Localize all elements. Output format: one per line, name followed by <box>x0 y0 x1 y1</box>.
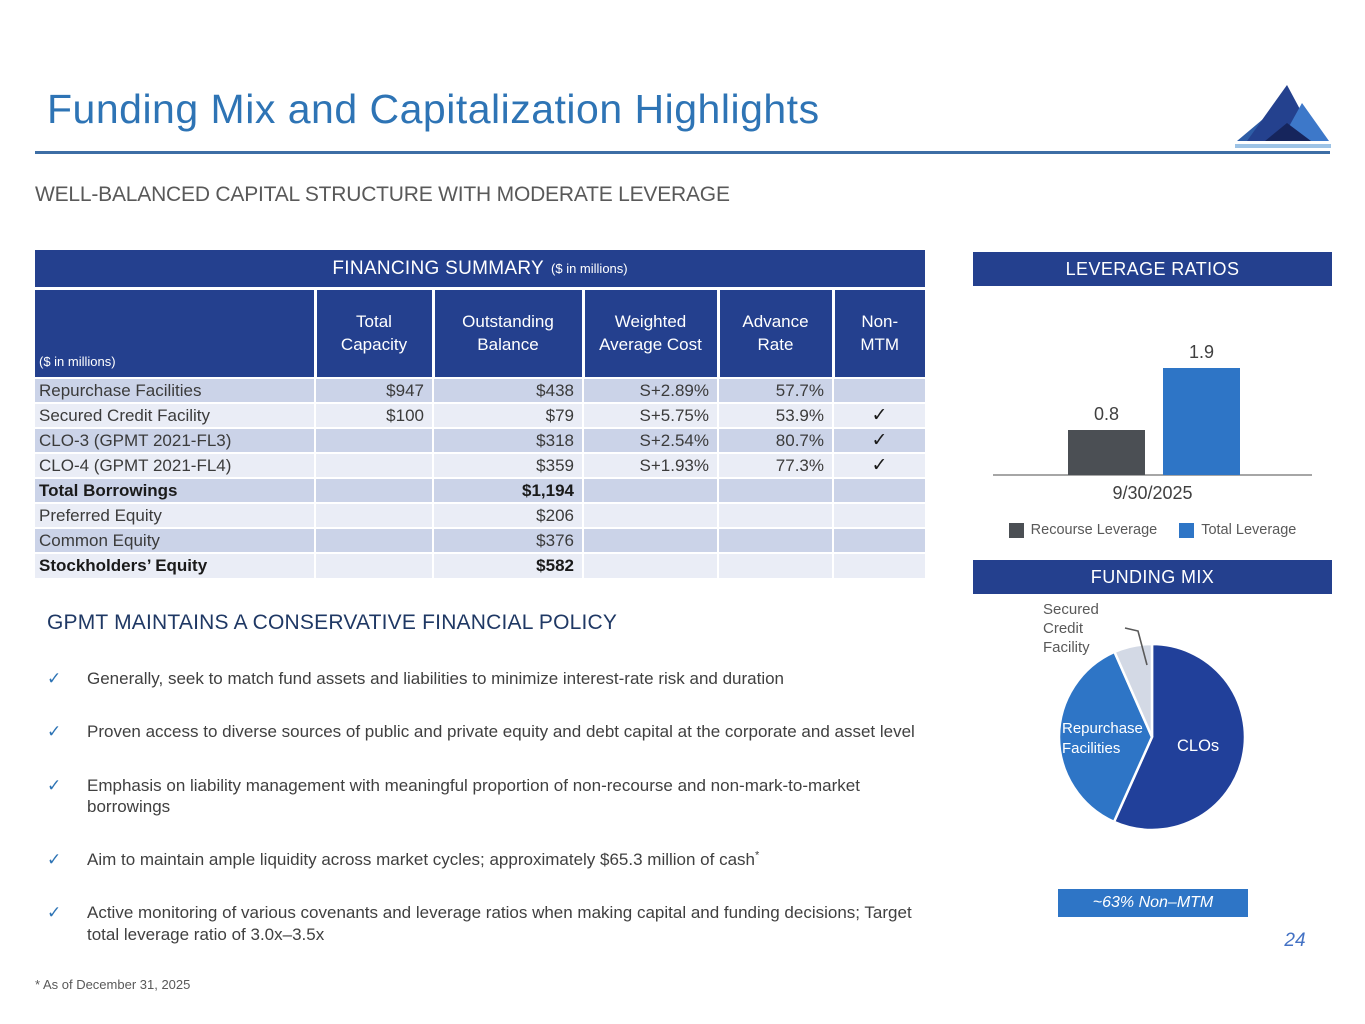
legend-label: Total Leverage <box>1201 522 1297 538</box>
table-cell <box>718 503 833 528</box>
table-cell <box>583 478 718 503</box>
leverage-ratios-header: LEVERAGE RATIOS <box>973 252 1332 286</box>
table-row <box>35 403 925 428</box>
table-cell <box>315 453 433 478</box>
table-cell <box>583 553 718 578</box>
policy-heading: GPMT MAINTAINS A CONSERVATIVE FINANCIAL POLICY <box>47 611 618 634</box>
pie-label-repurchase-facilities: Repurchase Facilities <box>1062 720 1143 757</box>
table-row <box>35 378 925 403</box>
table-cell <box>718 553 833 578</box>
row-label: CLO-3 (GPMT 2021-FL3) <box>35 428 315 453</box>
table-cell <box>583 503 718 528</box>
table-cell: $947 <box>315 378 433 403</box>
check-icon: ✓ <box>47 775 62 795</box>
page-number: 24 <box>1284 930 1306 951</box>
leverage-bar-chart <box>973 300 1332 503</box>
table-cell: S+2.89% <box>583 378 718 403</box>
table-title-text: FINANCING SUMMARY <box>332 257 545 279</box>
table-row <box>35 553 925 578</box>
slide-subtitle: WELL-BALANCED CAPITAL STRUCTURE WITH MODERATE LEVERAGE <box>35 183 730 206</box>
policy-bullet <box>47 668 922 689</box>
policy-bullet <box>47 775 922 818</box>
col-header-weighted-average-cost: Weighted Average Cost <box>583 290 718 378</box>
col-header-outstanding-balance: Outstanding Balance <box>433 290 583 378</box>
table-cell: $100 <box>315 403 433 428</box>
bar-total-leverage <box>1163 368 1240 475</box>
policy-bullet-list <box>47 668 922 977</box>
legend-swatch <box>1009 523 1024 538</box>
row-label: Common Equity <box>35 528 315 553</box>
footnote: * As of December 31, 2025 <box>35 977 191 992</box>
financing-table <box>35 290 925 578</box>
legend-label: Recourse Leverage <box>1030 522 1158 538</box>
table-cell <box>315 528 433 553</box>
logo-underline <box>1235 144 1331 148</box>
bullet-text: Active monitoring of various covenants and leverage ratios when making capital and funding decisions; Target total leverage ratio of 3.0x–3.5x <box>87 903 912 944</box>
pie-label-clos: CLOs <box>1177 737 1220 755</box>
header-row <box>35 290 925 378</box>
col-header-total-capacity: Total Capacity <box>315 290 433 378</box>
table-cell: $206 <box>433 503 583 528</box>
table-cell <box>718 528 833 553</box>
pie-ext-label-line: Secured <box>1043 601 1099 618</box>
table-row <box>35 453 925 478</box>
table-cell: 57.7% <box>718 378 833 403</box>
row-label: Total Borrowings <box>35 478 315 503</box>
pie-ext-label-line: Facility <box>1043 638 1090 656</box>
table-cell <box>718 478 833 503</box>
table-cell <box>315 553 433 578</box>
check-icon: ✓ <box>47 669 62 688</box>
pie-ext-label-line: Credit <box>1043 619 1084 637</box>
table-title-note: ($ in millions) <box>551 261 628 276</box>
bullet-text: Aim to maintain ample liquidity across market cycles; approximately $65.3 million of cash* <box>87 849 760 869</box>
check-icon: ✓ <box>833 403 925 428</box>
table-row <box>35 478 925 503</box>
table-cell: 53.9% <box>718 403 833 428</box>
table-cell <box>315 503 433 528</box>
title-divider <box>35 151 1330 154</box>
table-cell <box>833 378 925 403</box>
non-mtm-badge: ~63% Non–MTM <box>1058 889 1248 917</box>
funding-mix-header: FUNDING MIX <box>973 560 1332 594</box>
leverage-chart-legend <box>973 522 1332 538</box>
bullet-text: Generally, seek to match fund assets and liabilities to minimize interest-rate risk and duration <box>87 669 785 688</box>
table-cell: $318 <box>433 428 583 453</box>
bar-recourse-leverage <box>1068 430 1145 475</box>
col-header-advance-rate: Advance Rate <box>718 290 833 378</box>
check-icon: ✓ <box>47 850 62 869</box>
corner-note: ($ in millions) <box>39 354 116 370</box>
check-icon: ✓ <box>833 453 925 478</box>
table-cell: $359 <box>433 453 583 478</box>
row-label: Repurchase Facilities <box>35 378 315 403</box>
table-cell: 80.7% <box>718 428 833 453</box>
table-cell <box>833 528 925 553</box>
row-label: Preferred Equity <box>35 503 315 528</box>
legend-item-recourse-leverage <box>1009 522 1158 538</box>
company-logo <box>1235 83 1331 149</box>
corner-cell <box>35 290 315 378</box>
check-icon: ✓ <box>833 428 925 453</box>
row-label: CLO-4 (GPMT 2021-FL4) <box>35 453 315 478</box>
table-cell: $79 <box>433 403 583 428</box>
table-cell: S+5.75% <box>583 403 718 428</box>
check-icon: ✓ <box>47 903 62 923</box>
financing-table-title <box>35 250 925 287</box>
bullet-text: Proven access to diverse sources of public and private equity and debt capital at the corporate and asset level <box>87 722 915 742</box>
table-cell: $582 <box>433 553 583 578</box>
table-cell <box>583 528 718 553</box>
col-header-non-mtm: Non-MTM <box>833 290 925 378</box>
check-icon: ✓ <box>47 722 62 742</box>
bullet-text: Emphasis on liability management with meaningful proportion of non-recourse and non-mark-to-market borrowings <box>87 775 860 816</box>
policy-bullet <box>47 721 922 742</box>
page-title: Funding Mix and Capitalization Highlights <box>47 86 820 132</box>
table-cell: S+1.93% <box>583 453 718 478</box>
table-cell: $376 <box>433 528 583 553</box>
table-cell: S+2.54% <box>583 428 718 453</box>
table-cell <box>315 428 433 453</box>
row-label: Secured Credit Facility <box>35 403 315 428</box>
table-row <box>35 428 925 453</box>
bar-value-label: 1.9 <box>1188 342 1215 362</box>
table-cell <box>315 478 433 503</box>
bar-value-label: 0.8 <box>1093 404 1120 424</box>
x-axis-line <box>993 474 1312 476</box>
table-cell <box>833 503 925 528</box>
financing-summary-section <box>35 250 925 578</box>
pie-label-secured-credit-facility <box>1043 601 1099 657</box>
financing-table-body <box>35 378 925 578</box>
table-cell: 77.3% <box>718 453 833 478</box>
legend-swatch <box>1179 523 1194 538</box>
table-row <box>35 503 925 528</box>
x-axis-tick-label: 9/30/2025 <box>1112 483 1193 503</box>
table-row <box>35 528 925 553</box>
table-cell: $1,194 <box>433 478 583 503</box>
table-cell <box>833 478 925 503</box>
policy-bullet <box>47 902 922 945</box>
row-label: Stockholders’ Equity <box>35 553 315 578</box>
table-cell: $438 <box>433 378 583 403</box>
legend-item-total-leverage <box>1179 522 1296 538</box>
table-cell <box>833 553 925 578</box>
policy-bullet <box>47 849 922 870</box>
